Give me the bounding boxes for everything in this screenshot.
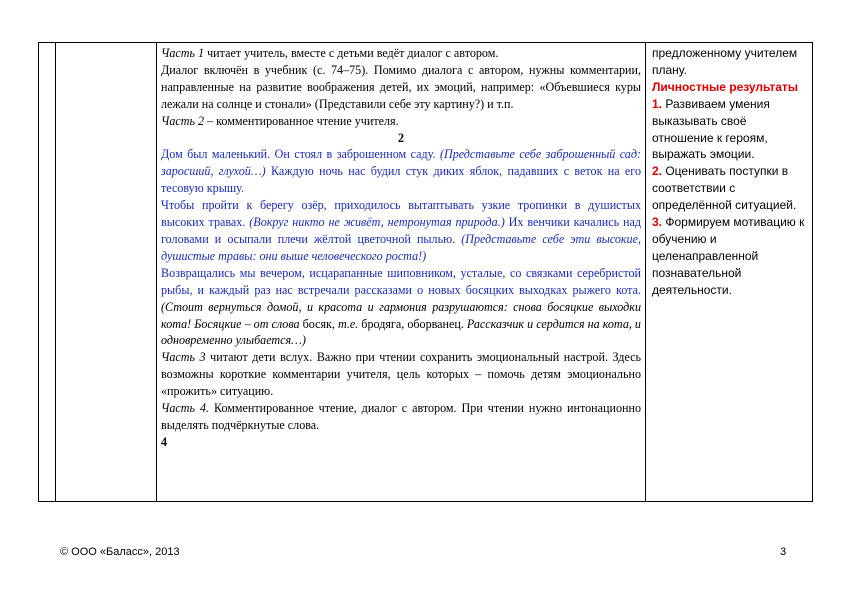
table-column-1 (39, 43, 56, 501)
table-column-results (646, 43, 812, 501)
quote-paragraph-2: Чтобы пройти к берегу озёр, приходилось вытаптывать узкие тропинки в душистых высоких травах. (Вокруг никто не живёт, нетронутая природа.) Их венчики качались над головами и осыпали плечи жёлтой цветочной пылью. (Представьте себе эти высокие, душистые травы: они выше человеческого роста!) (161, 198, 641, 263)
paragraph-part3: Часть 3 читают дети вслух. Важно при чтении сохранить эмоциональный настрой. Здесь возможны короткие комментарии учителя, цель которых – помочь детям эмоционально «прожить» ситуацию. (161, 350, 641, 399)
paragraph-dialog: Диалог включён в учебник (с. 74–75). Помимо диалога с автором, нужны комментарии, направленные на развитие воображения детей, их эмоций, например: «Объевшиеся куры лежали на солнце и стонали» (Представили себе эту картину?) и т.п. (161, 62, 641, 111)
paragraph-part1: Часть 1 читает учитель, вместе с детьми ведёт диалог с автором. (161, 46, 499, 60)
section-number-2: 2 (397, 130, 405, 145)
table-column-lesson-text (157, 43, 646, 501)
paragraph-part4: Часть 4. Комментированное чтение, диалог с автором. При чтении нужно интонационно выделять подчёркнутые слова. (161, 401, 641, 432)
quote-paragraph-3: Возвращались мы вечером, исцарапанные шиповником, усталые, со связками серебристой рыбы, и каждый раз нас встречали рассказами о новых босяцких выходках рыжего кота. (Стоит вернуться домой, и красота и гармония разрушаются: снова босяцкие выходки кота! Босяцкие – от слова босяк, т.е. бродяга, оборванец. Рассказчик и сердится на кота, и одновременно улыбается…) (161, 265, 641, 348)
footer-copyright: © ООО «Баласс», 2013 (60, 546, 180, 558)
results-intro: предложенному учителем плану. (652, 46, 798, 77)
section-number-4: 4 (161, 434, 168, 449)
paragraph-part2: Часть 2 – комментированное чтение учителя. (161, 113, 399, 128)
result-item-3: 3. Формируем мотивацию к обучению и целенаправленной познавательной деятельности. (652, 215, 805, 297)
quote-paragraph-1: Дом был маленький. Он стоял в заброшенном саду. (Представьте себе заброшенный сад: заросший, глухой…) Каждую ночь нас будил стук диких яблок, падавших с веток на его тесовую крышу. (161, 147, 641, 196)
result-item-2: 2. Оценивать поступки в соответствии с определённой ситуацией. (652, 164, 797, 213)
result-item-1: 1. Развиваем умения выказывать своё отношение к героям, выражать эмоции. (652, 96, 770, 162)
results-heading: Личностные результаты (652, 79, 799, 94)
page-number: 3 (780, 546, 787, 558)
table-column-2 (56, 43, 157, 501)
content-table (38, 42, 813, 502)
